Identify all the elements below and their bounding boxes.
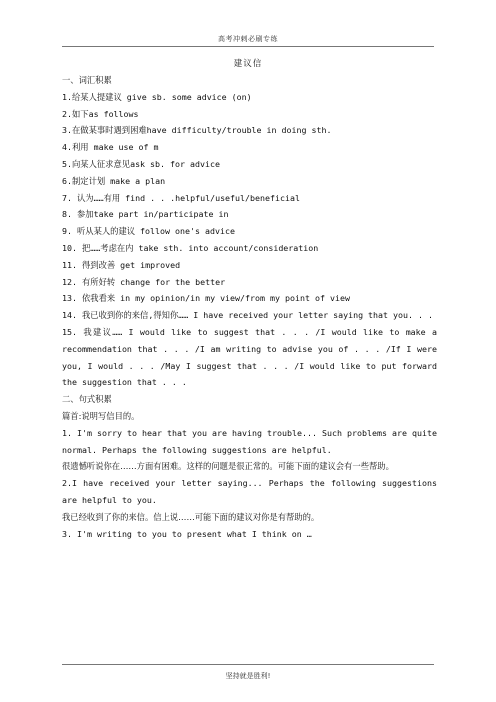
vocab-item: 2.如下as follows bbox=[62, 108, 139, 119]
document-title: 建议信 bbox=[233, 59, 263, 69]
vocab-item: 14. 我已收到你的来信,得知你…… I have received your letter saying that you. . . bbox=[62, 310, 433, 321]
vocab-item: 1.给某人提建议 give sb. some advice (on) bbox=[62, 91, 252, 102]
vocab-item: 7. 认为……有用 find . . .helpful/useful/beneficial bbox=[62, 192, 300, 203]
document-body bbox=[62, 72, 437, 542]
sentence-heading: 二、句式积累 bbox=[62, 394, 112, 405]
vocab-item: 13. 依我看来 in my opinion/in my view/from my point of view bbox=[62, 293, 350, 304]
sentence-item: 1. I'm sorry to hear that you are having trouble... Such problems are quite normal. Perhaps the following suggestions are helpful. bbox=[62, 427, 437, 455]
vocab-item: 3.在做某事时遇到困难have difficulty/trouble in doing sth. bbox=[62, 125, 332, 136]
page-footer: 坚持就是胜利! bbox=[225, 672, 271, 680]
header-divider bbox=[62, 46, 434, 47]
sentence-subheading: 篇首:说明写信目的。 bbox=[62, 410, 140, 421]
vocab-item: 10. 把……考虑在内 take sth. into account/consideration bbox=[62, 242, 319, 253]
footer-divider bbox=[62, 664, 434, 665]
vocab-item: 12. 有所好转 change for the better bbox=[62, 276, 226, 287]
sentence-item: 3. I'm writing to you to present what I think on … bbox=[62, 528, 312, 539]
sentence-translation: 很遗憾听说你在……方面有困难。这样的问题是很正常的。可能下面的建议会有一些帮助。 bbox=[62, 461, 394, 472]
page-header: 高考冲刺必刷专练 bbox=[218, 35, 278, 43]
vocab-item: 11. 得到改善 get improved bbox=[62, 259, 181, 270]
vocab-item: 15. 我建议…… I would like to suggest that . . . /I would like to make a recommendation that . . . /I am writing to advise you of . . . /If I were you, I would . . . /May I suggest that . . . /I would like to put forward the suggestion that . . . bbox=[62, 326, 437, 388]
vocab-item: 6.制定计划 make a plan bbox=[62, 175, 166, 186]
vocab-item: 9. 听从某人的建议 follow one's advice bbox=[62, 226, 235, 237]
vocab-item: 8. 参加take part in/participate in bbox=[62, 209, 229, 220]
vocab-item: 4.利用 make use of m bbox=[62, 142, 159, 153]
sentence-translation: 我已经收到了你的来信。信上说……可能下面的建议对你是有帮助的。 bbox=[62, 511, 320, 522]
vocab-item: 5.向某人征求意见ask sb. for advice bbox=[62, 158, 220, 169]
sentence-item: 2.I have received your letter saying... Perhaps the following suggestions are helpful to you. bbox=[62, 478, 437, 505]
vocab-heading: 一、词汇积累 bbox=[62, 75, 112, 85]
